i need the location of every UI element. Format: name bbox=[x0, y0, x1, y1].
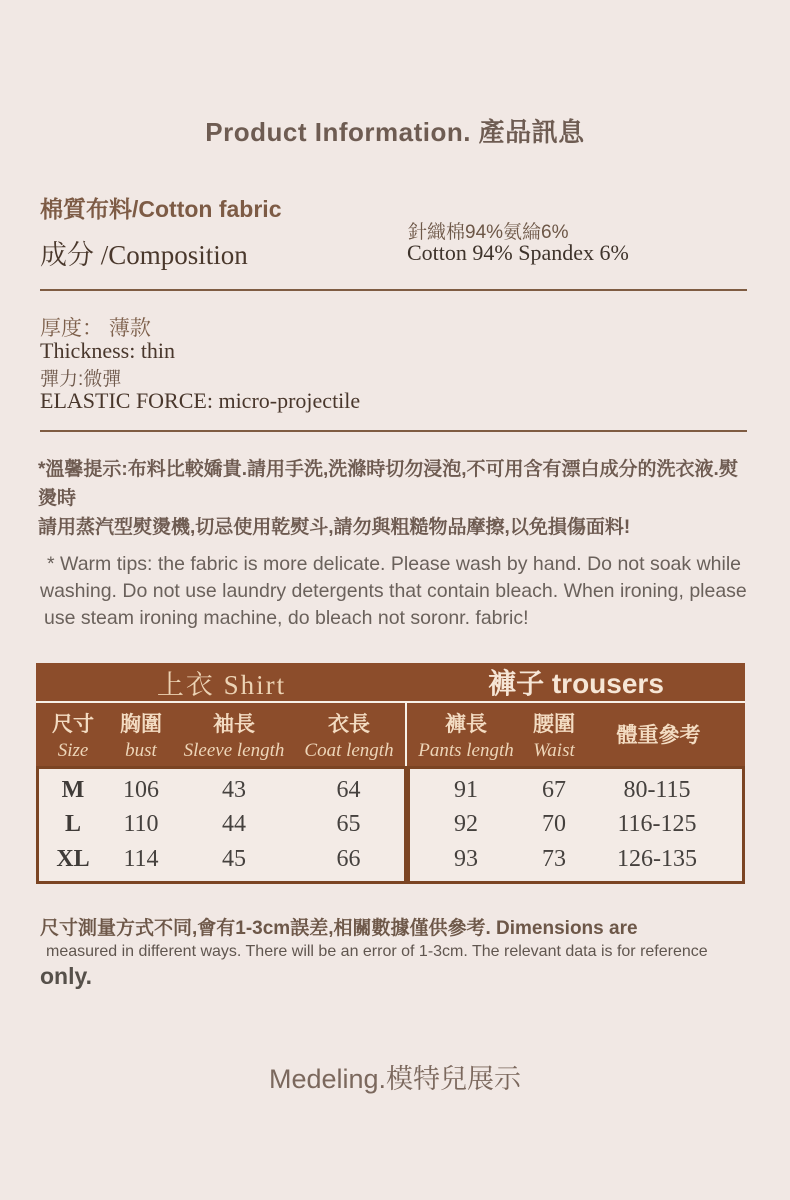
cell-sleeve: 44 bbox=[222, 811, 246, 838]
dimension-note-line3: only. bbox=[40, 963, 92, 989]
table-row bbox=[39, 846, 404, 873]
cell-bust: 114 bbox=[123, 846, 159, 873]
elastic-label-en: ELASTIC FORCE: micro-projectile bbox=[40, 388, 361, 413]
cell-coat: 66 bbox=[336, 846, 361, 873]
cell-weight: 80-115 bbox=[623, 776, 691, 803]
column-header-coat: 衣長 Coat length bbox=[304, 712, 394, 761]
cell-pants: 93 bbox=[454, 846, 478, 873]
cell-waist: 67 bbox=[542, 776, 566, 803]
cell-pants: 92 bbox=[454, 811, 478, 838]
trousers-values-box bbox=[407, 766, 745, 884]
shirt-columns bbox=[36, 703, 405, 766]
modeling-section-title: Medeling.模特兒展示 bbox=[268, 1064, 522, 1094]
shirt-section-header: 上衣 Shirt bbox=[156, 669, 287, 700]
elastic-label-zh: 彈力:微彈 bbox=[40, 369, 122, 390]
cell-size: XL bbox=[56, 846, 90, 873]
composition-value-en: Cotton 94% Spandex 6% bbox=[407, 240, 629, 265]
size-table-section-row bbox=[36, 663, 745, 701]
column-header-waist: 腰圍 Waist bbox=[533, 712, 575, 761]
warm-tips-zh-line1: *溫馨提示:布料比較嬌貴.請用手洗,洗滌時切勿浸泡,不可用含有漂白成分的洗衣液.熨燙時 bbox=[38, 459, 738, 509]
warm-tips-en bbox=[40, 551, 752, 632]
cell-sleeve: 43 bbox=[222, 776, 246, 803]
warm-tips-zh bbox=[38, 455, 754, 542]
section-divider-line bbox=[40, 289, 747, 291]
table-row bbox=[410, 846, 742, 873]
table-row bbox=[39, 777, 404, 804]
fabric-heading: 棉質布料/Cotton fabric bbox=[40, 196, 282, 222]
table-row bbox=[410, 777, 742, 804]
cell-weight: 116-125 bbox=[617, 811, 697, 838]
column-header-bust: 胸圍 bust bbox=[120, 712, 162, 761]
size-table bbox=[36, 663, 745, 884]
cell-pants: 91 bbox=[454, 776, 478, 803]
column-header-weight: 體重參考 bbox=[616, 723, 701, 747]
cell-sleeve: 45 bbox=[222, 846, 246, 873]
thickness-label-en: Thickness: thin bbox=[40, 338, 176, 363]
warm-tips-zh-line2: 請用蒸汽型熨燙機,切忌使用乾熨斗,請勿與粗糙物品摩擦,以免損傷面料! bbox=[38, 517, 631, 538]
warm-tips-en-line2: washing. Do not use laundry detergents that contain bleach. When ironing, please bbox=[40, 580, 747, 602]
shirt-values-box bbox=[36, 766, 407, 884]
cell-coat: 64 bbox=[336, 776, 361, 803]
page-title: Product Information. 產品訊息 bbox=[205, 117, 585, 147]
cell-waist: 73 bbox=[542, 846, 566, 873]
trousers-columns bbox=[407, 703, 745, 766]
size-table-header bbox=[36, 663, 745, 766]
warm-tips-en-line3: use steam ironing machine, do bleach not soronr. fabric! bbox=[44, 607, 529, 629]
section-divider-line bbox=[40, 430, 747, 432]
warm-tips-en-line1: * Warm tips: the fabric is more delicate. Please wash by hand. Do not soak while bbox=[47, 553, 742, 575]
cell-coat: 65 bbox=[336, 811, 361, 838]
size-table-body bbox=[36, 766, 745, 884]
cell-bust: 110 bbox=[123, 811, 159, 838]
cell-bust: 106 bbox=[123, 776, 159, 803]
dimension-note-line2: measured in different ways. There will be an error of 1-3cm. The relevant data is for reference bbox=[46, 943, 708, 960]
column-header-size: 尺寸 Size bbox=[52, 712, 94, 761]
table-row bbox=[410, 811, 742, 838]
table-row bbox=[39, 811, 404, 838]
composition-value-zh: 針織棉94%氨綸6% bbox=[408, 222, 569, 243]
cell-waist: 70 bbox=[542, 811, 566, 838]
trousers-section-header: 褲子 trousers bbox=[488, 668, 664, 699]
thickness-label-zh: 厚度： 薄款 bbox=[40, 317, 151, 340]
cell-weight: 126-135 bbox=[617, 846, 697, 873]
column-header-pants: 褲長 Pants length bbox=[418, 712, 514, 761]
column-header-sleeve: 袖長 Sleeve length bbox=[183, 712, 285, 761]
size-table-column-row bbox=[36, 703, 745, 766]
cell-size: M bbox=[61, 776, 85, 803]
composition-label: 成分 /Composition bbox=[40, 240, 248, 270]
dimension-note-line1: 尺寸測量方式不同,會有1-3cm誤差,相關數據僅供參考. Dimensions are bbox=[40, 918, 638, 939]
cell-size: L bbox=[64, 811, 81, 838]
